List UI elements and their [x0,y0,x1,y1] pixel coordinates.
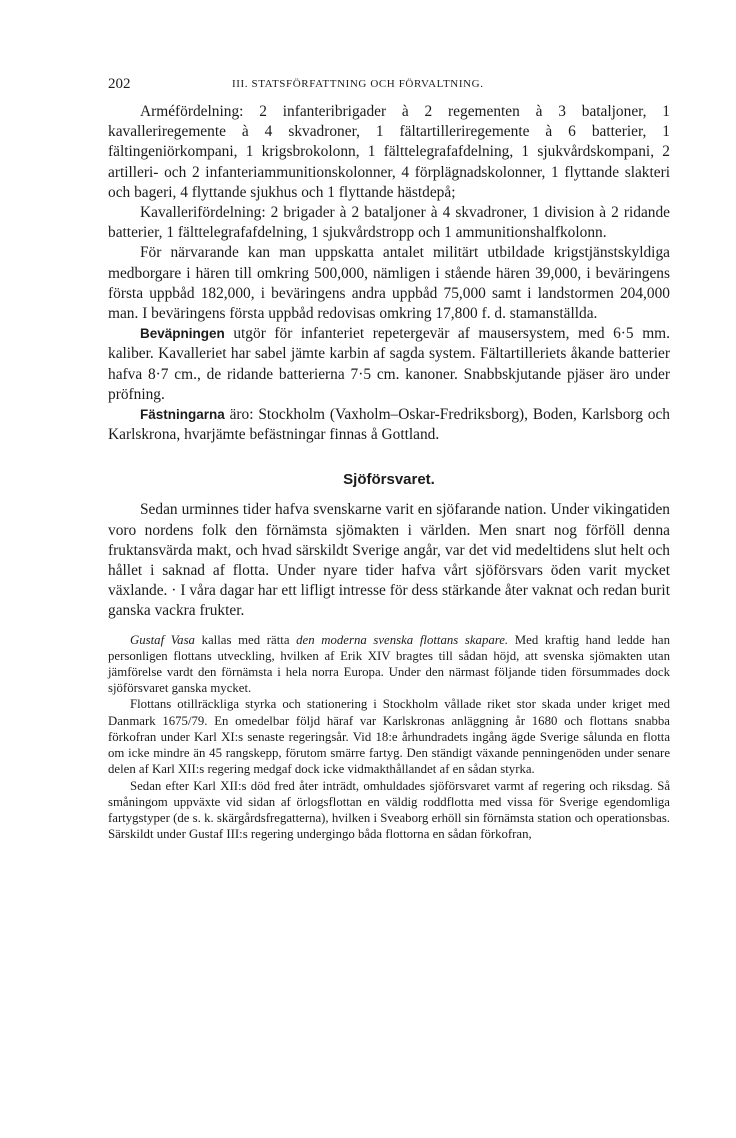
term-fastningarna: Fästningarna [140,407,225,423]
paragraph-sjoforsvar: Sedan urminnes tider hafva svenskarne varit en sjöfarande nation. Under vikingatiden voro nordens folk den förnämsta sjömakten i världen. Men snart nog förföll denna fruktansvärda makt, och hvad särskildt Sverige angår, var det vid medeltidens slut helt och hållet i saknad af flotta. Under nyare tider hafva vårt sjöförsvars öden varit mycket växlande. · I våra dagar har ett lifligt intresse för dess stärkande åter vaknat och redan burit ganska vackra frukter. [108,501,670,620]
paragraph-antal: För närvarande kan man uppskatta antalet militärt utbildade krigstjänstskyldiga medborgare i hären till omkring 500,000, nämligen i stående hären 39,000, i beväringens första uppbåd 182,000, i beväringens andra uppbåd 75,000 samt i landstormen 204,000 man. I beväringens första uppbåd redovisas omkring 17,800 f. d. stamanställda. [108,244,670,323]
section-intro [108,500,670,621]
paragraph-gustaf-vasa: Gustaf Vasa kallas med rätta den moderna svenska flottans skapare. Med kraftig hand ledde han personligen flottans utveckling, hvilken af Erik XIV bragtes till sådan höjd, att svenska sjömakten utan jämförelse vardt den förnämsta i hela norra Europa. Under den närmast följande tiden försummades dock sjöförsvaret ganska mycket. [108,632,670,696]
paragraph-flottans-styrka: Flottans otillräckliga styrka och stationering i Stockholm vållade riket stor skada under kriget med Danmark 1675/79. En omedelbar följd häraf var Karlskronas anläggning år 1680 och flottans snabba förkofran under Karl XI:s senaste regeringsår. Vid 18:e århundradets ingång ägde Sverige sålunda en flotta om icke mindre än 45 rangskepp, förutom smärre fartyg. Den ständigt växande penningenöden under senare delen af Karl XII:s regering medgaf dock icke vidmakthållandet af en sådan styrka. [108,697,670,777]
page-number: 202 [108,76,131,92]
paragraph-fastningar: Fästningarna äro: Stockholm (Vaxholm–Oskar-Fredriksborg), Boden, Karlsborg och Karlskrona, hvarjämte befästningar finnas å Gottland. [108,406,670,444]
paragraph-kavalleri: Kavallerifördelning: 2 brigader à 2 bataljoner à 4 skvadroner, 1 division à 2 ridande batterier, 1 fälttelegrafafdelning, 1 sjukvårdstropp och 1 ammunitionshalfkolonn. [108,204,670,242]
section-heading: Sjöförsvaret. [343,471,435,489]
paragraph-karl-xii: Sedan efter Karl XII:s död fred åter inträdt, omhuldades sjöförsvaret varmt af regering och riksdag. Så småningom uppväxte vid sidan af örlogsflottan en väldig roddflotta med vissa för Sverige egendomliga fartygstyper (de s. k. skärgårdsfregatterna), hvilken i Sveaborg erhöll sin förnämsta station och operationsbas. Särskildt under Gustaf III:s regering undergingo båda flottorna en sådan förkofran, [108,778,670,842]
main-text [108,102,670,445]
term-bevapning: Beväpningen [140,326,225,342]
running-title: III. STATSFÖRFATTNING OCH FÖRVALTNING. [232,78,484,90]
small-print [108,632,670,843]
paragraph-bevapning: Beväpningen utgör för infanteriet repetergevär af mausersystem, med 6·5 mm. kaliber. Kavalleriet har sabel jämte karbin af sagda system. Fältartilleriets åkande batterier hafva 8·7 cm., de ridande batterierna 7·5 cm. kanoner. Snabbskjutande pjäser äro under pröfning. [108,325,670,403]
book-page [108,76,670,842]
paragraph-arme: Arméfördelning: 2 infanteribrigader à 2 regementen à 3 bataljoner, 1 kavalleriregemente à 4 skvadroner, 1 fältartilleriregemente à 6 batterier, 1 fältingeniörkompani, 1 krigsbrokolonn, 1 fälttelegrafafdelning, 1 sjukvårdskompani, 2 artilleri- och 2 infanteriammunitionskolonner, 4 förplägnadskolonner, 1 flyttande slakteri och bageri, 4 flyttande sjukhus och 1 flyttande hästdepå; [108,103,670,201]
page-header [108,76,670,102]
